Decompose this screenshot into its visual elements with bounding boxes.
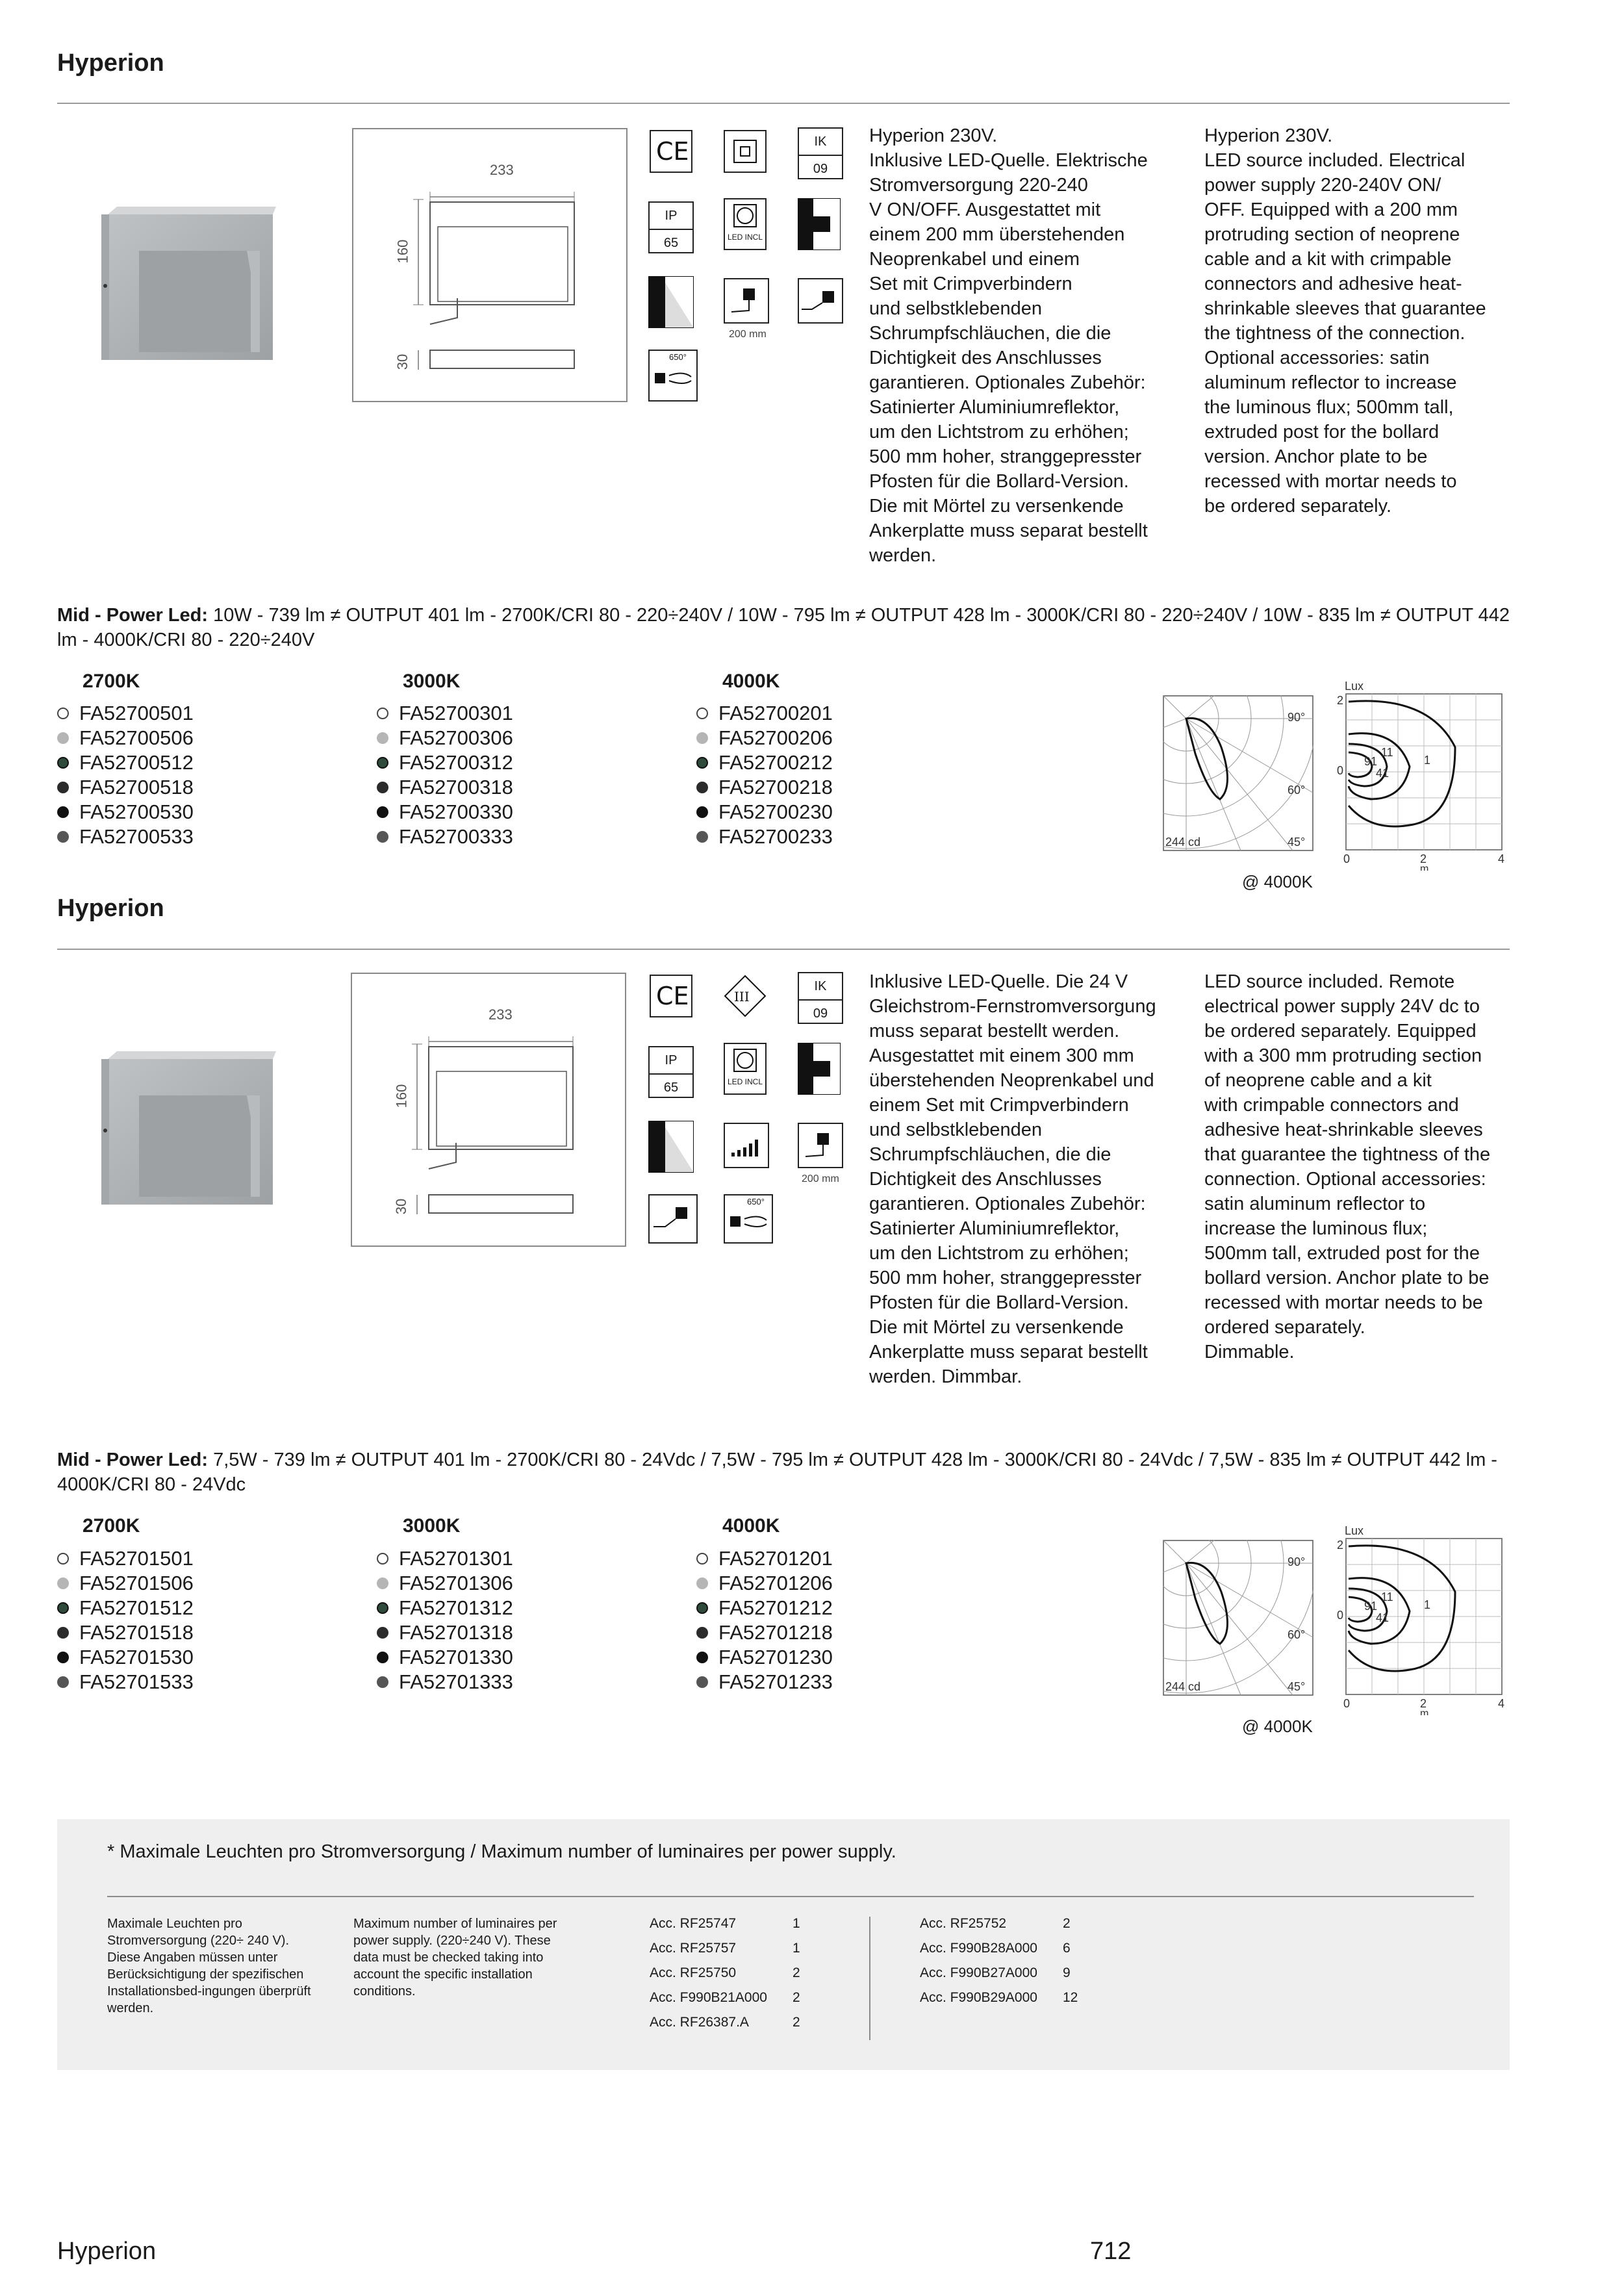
svg-text:2: 2 — [1420, 1697, 1427, 1710]
led-included-icon: LED INCL — [724, 1043, 767, 1095]
ik-rating-badge: IK 09 — [798, 972, 843, 1024]
led-included-icon: LED INCL — [724, 198, 767, 250]
svg-text:90°: 90° — [1288, 711, 1306, 724]
list-item: FA52701333 — [377, 1670, 513, 1694]
list-item: Acc. RF25757 1 — [650, 1941, 800, 1956]
page-number: 712 — [1090, 2238, 1132, 2265]
svg-text:244 cd: 244 cd — [1165, 836, 1201, 849]
svg-text:0: 0 — [1343, 1697, 1351, 1710]
technical-drawing — [352, 128, 628, 402]
list-item: FA52701230 — [696, 1645, 833, 1670]
divider — [57, 949, 1510, 950]
note-de: Maximale Leuchten pro Stromversorgung (220÷ 240 V). Diese Angaben müssen unter Berücksichtigung der spezifischen Installationsbed-ingungen überprüft werden. — [107, 1917, 311, 2015]
list-item: Acc. RF25752 2 — [920, 1916, 1071, 1931]
list-item: FA52700533 — [57, 824, 194, 849]
svg-text:III: III — [734, 989, 750, 1004]
spec-line: Mid - Power Led: 10W - 739 lm ≠ OUTPUT 401 lm - 2700K/CRI 80 - 220÷240V / 10W - 795 lm ≠ OUTPUT 428 lm - 3000K/CRI 80 - 220÷240V / 10W - 835 lm ≠ OUTPUT 442 lm - 4000K/CRI 80 - 220÷240V — [57, 605, 1510, 650]
divider — [869, 1917, 870, 2040]
svg-text:1: 1 — [1424, 1598, 1431, 1611]
list-item: FA52700512 — [57, 750, 194, 775]
svg-text:91: 91 — [1364, 755, 1378, 768]
svg-text:0: 0 — [1337, 764, 1344, 777]
list-item: FA52701533 — [57, 1670, 194, 1694]
accessory-list-right — [920, 1911, 1078, 2010]
light-beam-icon — [648, 276, 691, 328]
column-head-4000k: 4000K — [722, 671, 780, 692]
svg-text:0: 0 — [1343, 852, 1351, 865]
description-en: Hyperion 230V. LED source included. Electrical power supply 220-240V ON/ OFF. Equipped with a 200 mm protruding section of neoprene cable and a kit with crimpable connectors and adhesive heat- shrinkable sleeves that guarantee the tightness of the connection. Optional accessories: satin aluminum reflector to increase the luminous flux; 500mm tall, extruded post for the bollard version. Anchor plate to be recessed with mortar needs to be ordered separately. — [1204, 125, 1486, 517]
product-photo — [97, 188, 286, 370]
list-item: Acc. RF26387.A 2 — [650, 2015, 800, 2030]
section-title: Hyperion — [57, 49, 164, 77]
list-item: FA52701301 — [377, 1546, 513, 1571]
cable-length: 200 mm — [802, 1173, 839, 1184]
svg-text:2: 2 — [1337, 1539, 1344, 1552]
list-item: FA52701501 — [57, 1546, 194, 1571]
product-photo — [97, 1033, 286, 1221]
svg-text:4: 4 — [1498, 852, 1505, 865]
column-head-3000k: 3000K — [403, 1515, 461, 1537]
code-list-3000k — [377, 701, 513, 849]
code-list-2700k — [57, 701, 194, 849]
list-item: FA52701312 — [377, 1596, 513, 1620]
list-item: FA52701318 — [377, 1620, 513, 1645]
mounting-icon — [798, 1043, 841, 1095]
svg-text:11: 11 — [1381, 746, 1393, 759]
polar-diagram — [1163, 1540, 1313, 1699]
ip-rating-badge: IP 65 — [648, 201, 694, 253]
list-item: FA52700218 — [696, 775, 833, 800]
list-item: FA52701306 — [377, 1571, 513, 1596]
code-list-3000k — [377, 1546, 513, 1694]
svg-text:CE: CE — [656, 137, 689, 166]
divider — [107, 1896, 1474, 1897]
cable-icon — [724, 278, 769, 324]
chart-caption: @ 4000K — [1242, 872, 1313, 891]
mounting-icon — [798, 198, 841, 250]
list-item: FA52701233 — [696, 1670, 833, 1694]
light-beam-icon — [648, 1121, 691, 1173]
list-item: FA52701206 — [696, 1571, 833, 1596]
dim-depth: 30 — [394, 353, 411, 370]
svg-text:91: 91 — [1364, 1600, 1378, 1613]
column-head-2700k: 2700K — [82, 671, 140, 692]
svg-text:244 cd: 244 cd — [1165, 1680, 1201, 1693]
column-head-4000k: 4000K — [722, 1515, 780, 1537]
list-item: FA52701330 — [377, 1645, 513, 1670]
list-item: Acc. F990B29A000 12 — [920, 1990, 1078, 2005]
svg-text:90°: 90° — [1288, 1555, 1306, 1568]
list-item: FA52700233 — [696, 824, 833, 849]
code-list-2700k — [57, 1546, 194, 1694]
description-de: Hyperion 230V. Inklusive LED-Quelle. Elektrische Stromversorgung 220-240 V ON/OFF. Ausgestattet mit einem 200 mm überstehenden Neoprenkabel und einem Set mit Crimpverbindern und selbstklebenden Schrumpfschläuchen, die die Dichtigkeit des Anschlusses garantieren. Optionales Zubehör: Satinierter Aluminiumreflektor, um den Lichtstrom zu erhöhen; 500 mm hoher, stranggepresster Pfosten für die Bollard-Version. Die mit Mörtel zu versenkende Ankerplatte muss separat bestellt werden. — [869, 125, 1148, 566]
list-item: FA52701212 — [696, 1596, 833, 1620]
connector-icon — [798, 278, 843, 324]
svg-text:45°: 45° — [1288, 836, 1306, 849]
class2-insulation-icon — [724, 130, 767, 173]
lux-diagram — [1312, 676, 1507, 874]
list-item: Acc. RF25750 2 — [650, 1965, 800, 1980]
svg-text:2: 2 — [1337, 694, 1344, 707]
code-list-4000k — [696, 1546, 833, 1694]
divider — [57, 103, 1510, 104]
class3-safety-icon — [724, 975, 767, 1017]
list-item: FA52700330 — [377, 800, 513, 824]
list-item: FA52701506 — [57, 1571, 194, 1596]
list-item: FA52700506 — [57, 726, 194, 750]
svg-text:Lux: Lux — [1345, 1524, 1364, 1537]
chart-caption: @ 4000K — [1242, 1717, 1313, 1736]
svg-text:60°: 60° — [1288, 1628, 1306, 1641]
list-item: FA52701512 — [57, 1596, 194, 1620]
svg-text:CE: CE — [656, 982, 689, 1010]
svg-text:4: 4 — [1498, 1697, 1505, 1710]
list-item: FA52700206 — [696, 726, 833, 750]
accessory-list-left — [650, 1911, 800, 2035]
dim-height: 160 — [394, 239, 411, 264]
svg-text:45°: 45° — [1288, 1680, 1306, 1693]
lux-diagram — [1312, 1520, 1507, 1718]
dim-height: 160 — [393, 1084, 410, 1108]
list-item: FA52700301 — [377, 701, 513, 726]
section-title: Hyperion — [57, 895, 164, 922]
list-item: FA52700518 — [57, 775, 194, 800]
svg-text:0: 0 — [1337, 1609, 1344, 1622]
svg-text:m: m — [1420, 1708, 1429, 1715]
list-item: FA52701530 — [57, 1645, 194, 1670]
list-item: FA52700501 — [57, 701, 194, 726]
cable-length: 200 mm — [729, 329, 767, 340]
dim-width: 233 — [490, 162, 514, 178]
column-head-2700k: 2700K — [82, 1515, 140, 1537]
list-item: FA52700201 — [696, 701, 833, 726]
dimmable-icon — [724, 1123, 769, 1168]
polar-diagram — [1163, 695, 1313, 854]
list-item: Acc. F990B21A000 2 — [650, 1990, 800, 2005]
note-en: Maximum number of luminaires per power supply. (220÷240 V). These data must be checked taking into account the specific installation conditions. — [353, 1917, 557, 1999]
list-item: Acc. F990B28A000 6 — [920, 1941, 1071, 1956]
glow-wire-icon: 650° — [724, 1194, 773, 1244]
power-supply-info-box — [57, 1819, 1510, 2070]
footer-product-name: Hyperion — [57, 2238, 157, 2265]
list-item: FA52700333 — [377, 824, 513, 849]
ce-mark-icon — [650, 130, 692, 173]
list-item: FA52700212 — [696, 750, 833, 775]
dim-depth: 30 — [393, 1198, 410, 1215]
glow-wire-icon: 650° — [648, 350, 698, 402]
ce-mark-icon — [650, 975, 692, 1017]
list-item: FA52700530 — [57, 800, 194, 824]
svg-text:1: 1 — [1424, 754, 1431, 767]
info-heading: * Maximale Leuchten pro Stromversorgung / Maximum number of luminaires per power supply. — [107, 1841, 896, 1862]
technical-drawing — [351, 973, 626, 1247]
list-item: Acc. F990B27A000 9 — [920, 1965, 1071, 1980]
code-list-4000k — [696, 701, 833, 849]
svg-text:60°: 60° — [1288, 784, 1306, 797]
list-item: FA52701218 — [696, 1620, 833, 1645]
dim-width: 233 — [488, 1006, 513, 1023]
svg-text:41: 41 — [1376, 1611, 1389, 1624]
list-item: FA52700230 — [696, 800, 833, 824]
svg-text:Lux: Lux — [1345, 680, 1364, 693]
list-item: Acc. RF25747 1 — [650, 1916, 800, 1931]
column-head-3000k: 3000K — [403, 671, 461, 692]
svg-text:m: m — [1420, 863, 1429, 871]
list-item: FA52700312 — [377, 750, 513, 775]
spec-line: Mid - Power Led: 7,5W - 739 lm ≠ OUTPUT 401 lm - 2700K/CRI 80 - 24Vdc / 7,5W - 795 lm ≠ OUTPUT 428 lm - 3000K/CRI 80 - 24Vdc / 7,5W - 835 lm ≠ OUTPUT 442 lm - 4000K/CRI 80 - 24Vdc — [57, 1450, 1497, 1495]
svg-text:11: 11 — [1381, 1591, 1393, 1603]
ip-rating-badge: IP 65 — [648, 1046, 694, 1098]
list-item: FA52700306 — [377, 726, 513, 750]
svg-text:41: 41 — [1376, 767, 1389, 780]
cable-icon — [798, 1123, 843, 1168]
list-item: FA52701518 — [57, 1620, 194, 1645]
list-item: FA52701201 — [696, 1546, 833, 1571]
list-item: FA52700318 — [377, 775, 513, 800]
connector-icon — [648, 1194, 698, 1244]
ik-rating-badge: IK 09 — [798, 127, 843, 179]
svg-text:2: 2 — [1420, 852, 1427, 865]
description-de: Inklusive LED-Quelle. Die 24 V Gleichstrom-Fernstromversorgung muss separat bestellt werden. Ausgestattet mit einem 300 mm überstehenden Neoprenkabel und einem Set mit Crimpverbindern und selbstklebenden Schrumpfschläuchen, die die Dichtigkeit des Anschlusses garantieren. Optionales Zubehör: Satinierter Aluminiumreflektor, um den Lichtstrom zu erhöhen; 500 mm hoher, stranggepresster Pfosten für die Bollard-Version. Die mit Mörtel zu versenkende Ankerplatte muss separat bestellt werden. Dimmbar. — [869, 971, 1156, 1387]
description-en: LED source included. Remote electrical power supply 24V dc to be ordered separately. Equipped with a 300 mm protruding section of neoprene cable and a kit with crimpable connectors and adhesive heat-shrinkable sleeves that guarantee the tightness of the connection. Optional accessories: satin aluminum reflector to increase the luminous flux; 500mm tall, extruded post for the bollard version. Anchor plate to be recessed with mortar needs to be ordered separately. Dimmable. — [1204, 971, 1491, 1362]
